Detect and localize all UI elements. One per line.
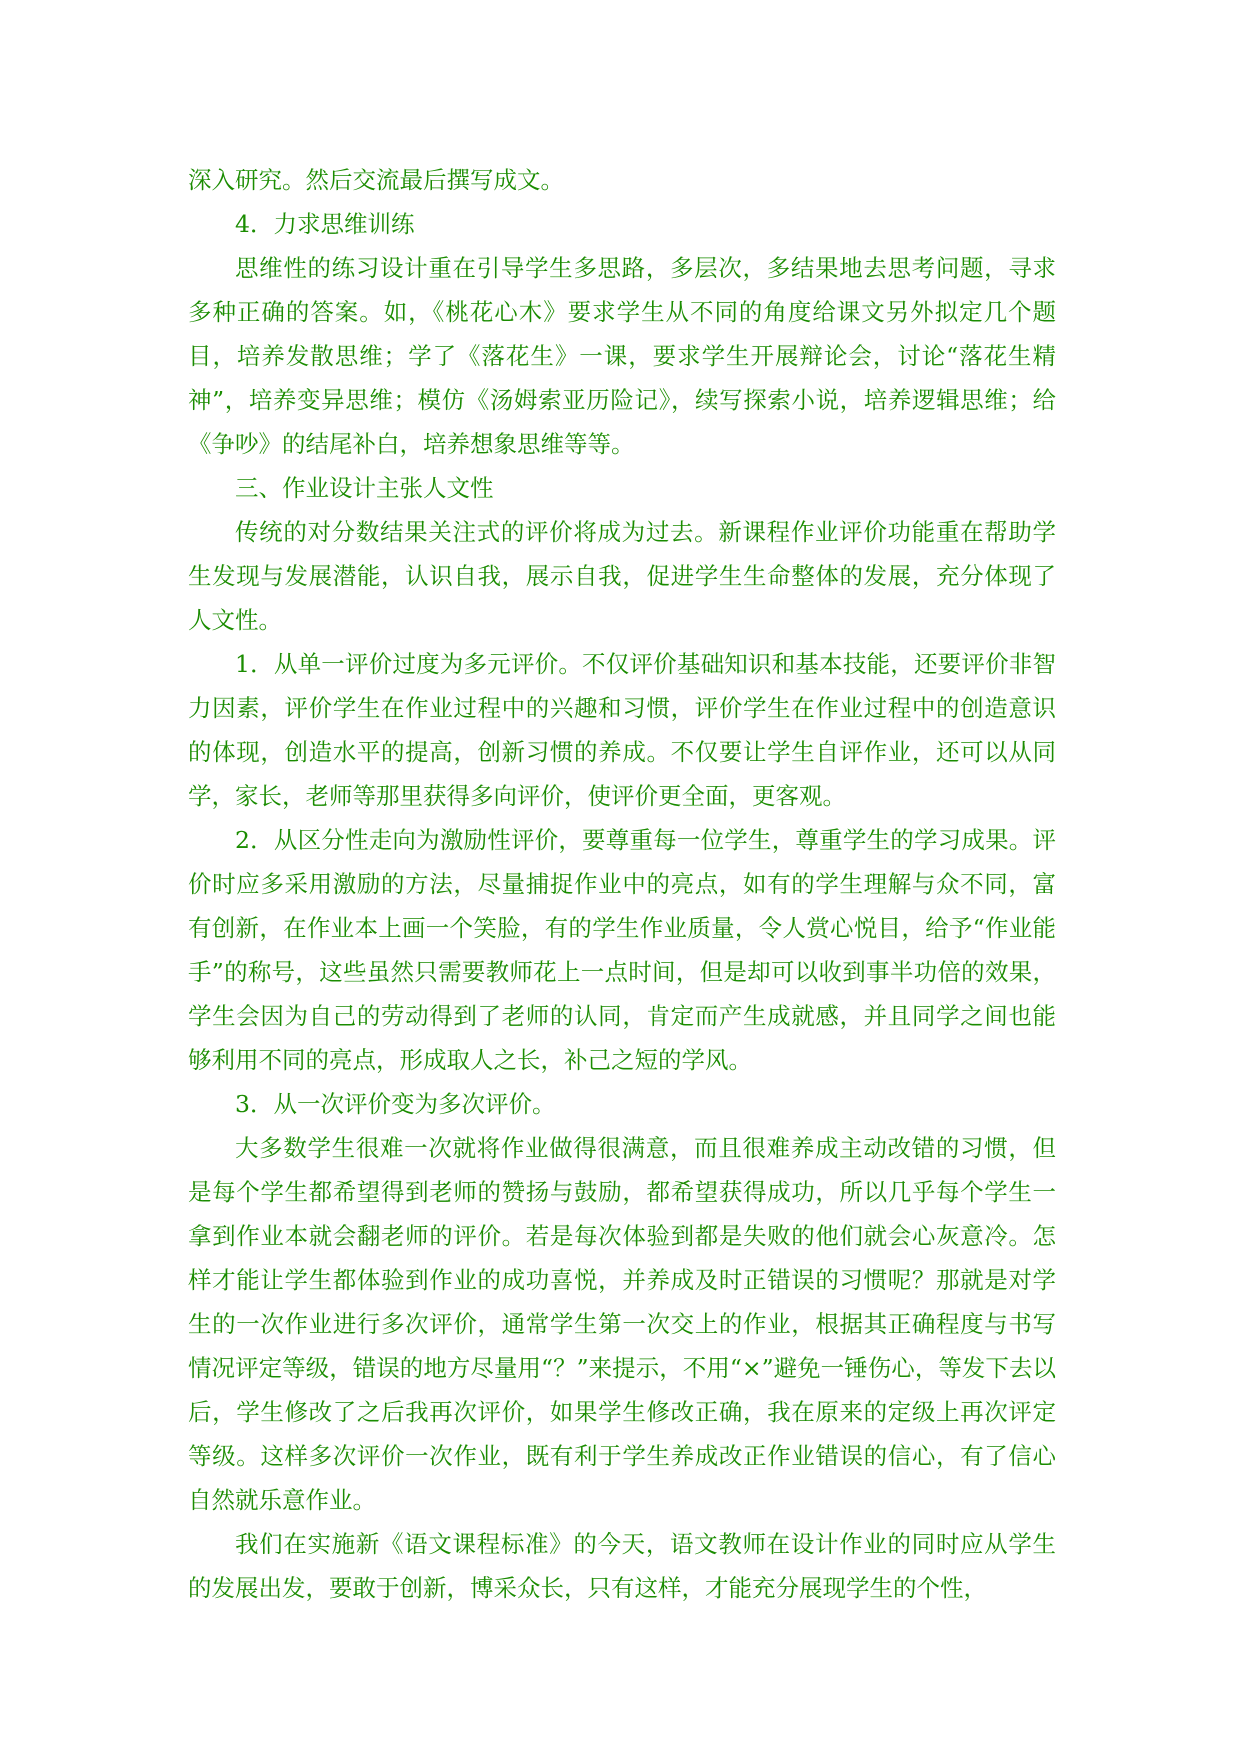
paragraph-traditional-evaluation: 传统的对分数结果关注式的评价将成为过去。新课程作业评价功能重在帮助学生发现与发展潜能，认识自我，展示自我，促进学生生命整体的发展，充分体现了人文性。 bbox=[188, 518, 1056, 634]
paragraph-conclusion: 我们在实施新《语文课程标准》的今天，语文教师在设计作业的同时应从学生的发展出发，要敢于创新，博采众长，只有这样，才能充分展现学生的个性， bbox=[188, 1530, 1056, 1602]
paragraph-repeated-evaluation: 大多数学生很难一次就将作业做得很满意，而且很难养成主动改错的习惯，但是每个学生都希望得到老师的赞扬与鼓励，都希望获得成功，所以几乎每个学生一拿到作业本就会翻老师的评价。若是每次体验到都是失败的他们就会心灰意冷。怎样才能让学生都体验到作业的成功喜悦，并养成及时正错误的习惯呢？那就是对学生的一次作业进行多次评价，通常学生第一次交上的作业，根据其正确程度与书写情况评定等级，错误的地方尽量用“？”来提示，不用“×”避免一锤伤心，等发下去以后，学生修改了之后我再次评价，如果学生修改正确，我在原来的定级上再次评定等级。这样多次评价一次作业，既有利于学生养成改正作业错误的信心，有了信心自然就乐意作业。 bbox=[188, 1134, 1056, 1514]
paragraph-thinking-exercises: 思维性的练习设计重在引导学生多思路，多层次，多结果地去思考问题，寻求多种正确的答案。如，《桃花心木》要求学生从不同的角度给课文另外拟定几个题目，培养发散思维；学了《落花生》一课，要求学生开展辩论会，讨论“落花生精神”，培养变异思维；模仿《汤姆索亚历险记》，续写探索小说，培养逻辑思维；给《争吵》的结尾补白，培养想象思维等等。 bbox=[188, 254, 1056, 458]
paragraph-continuation: 深入研究。然后交流最后撰写成文。 bbox=[188, 166, 564, 194]
paragraph-incentive-evaluation: 2．从区分性走向为激励性评价，要尊重每一位学生，尊重学生的学习成果。评价时应多采用激励的方法，尽量捕捉作业中的亮点，如有的学生理解与众不同，富有创新，在作业本上画一个笑脸，有的学生作业质量，令人赏心悦目，给予“作业能手”的称号，这些虽然只需要教师花上一点时间，但是却可以收到事半功倍的效果，学生会因为自己的劳动得到了老师的认同，肯定而产生成就感，并且同学之间也能够利用不同的亮点，形成取人之长，补己之短的学风。 bbox=[188, 826, 1056, 1074]
document-body bbox=[188, 158, 1056, 1610]
heading-thinking-training: 4．力求思维训练 bbox=[235, 210, 415, 238]
heading-repeated-evaluation: 3．从一次评价变为多次评价。 bbox=[235, 1090, 556, 1118]
paragraph-multi-evaluation: 1．从单一评价过度为多元评价。不仅评价基础知识和基本技能，还要评价非智力因素，评价学生在作业过程中的兴趣和习惯，评价学生在作业过程中的创造意识的体现，创造水平的提高，创新习惯的养成。不仅要让学生自评作业，还可以从同学，家长，老师等那里获得多向评价，使评价更全面，更客观。 bbox=[188, 650, 1056, 810]
heading-humanistic-design: 三、作业设计主张人文性 bbox=[235, 474, 494, 502]
